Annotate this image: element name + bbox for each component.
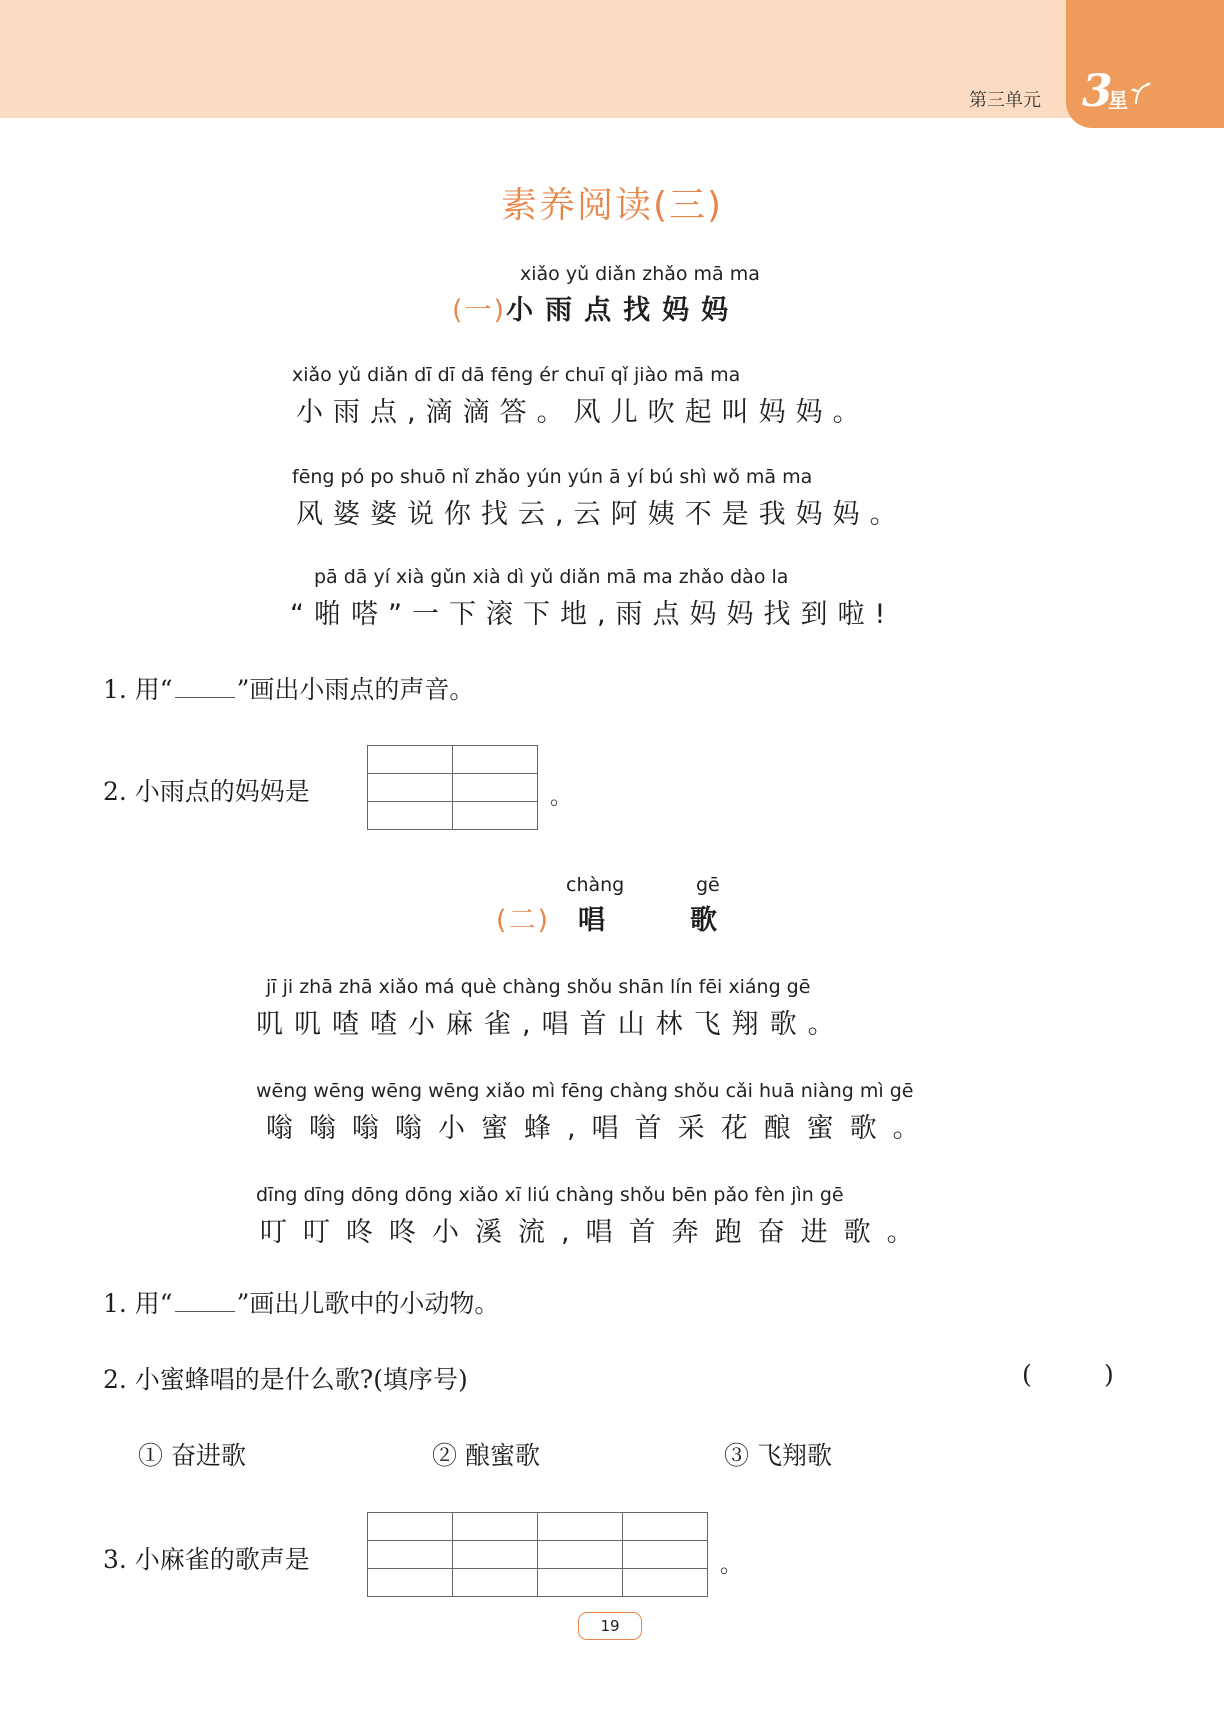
answer-paren-open: (	[1022, 1360, 1032, 1389]
answer-cell[interactable]	[368, 1513, 453, 1541]
section1-answer-grid[interactable]	[367, 745, 538, 830]
section1-line2-pinyin: fēng pó po shuō nǐ zhǎo yún yún ā yí bú shì wǒ mā ma	[292, 466, 813, 488]
star-level-label: 星	[1108, 88, 1128, 112]
section1-question-1	[103, 670, 474, 706]
answer-cell[interactable]	[368, 1541, 453, 1569]
sprout-icon	[1130, 80, 1152, 106]
section1-title: 小雨点找妈妈	[506, 295, 741, 326]
section2-line2-pinyin: wēng wēng wēng wēng xiǎo mì fēng chàng shǒu cǎi huā niàng mì gē	[256, 1080, 914, 1102]
question-text: 1. 用“	[103, 675, 173, 704]
section2-question-3: 3. 小麻雀的歌声是	[103, 1545, 310, 1574]
question-text: ”画出小雨点的声音。	[236, 675, 475, 704]
answer-cell[interactable]	[453, 1569, 538, 1597]
section1-heading	[452, 288, 740, 327]
option-2[interactable]: ② 酿蜜歌	[432, 1441, 540, 1470]
section1-line1-text: 小雨点,滴滴答。风儿吹起叫妈妈。	[296, 397, 870, 428]
section2-title-1: 唱	[578, 905, 617, 936]
underline-blank	[175, 1287, 235, 1312]
option-3[interactable]: ③ 飞翔歌	[724, 1441, 832, 1470]
section2-title-pinyin-2: gē	[696, 874, 720, 896]
star-level-number: 3	[1082, 66, 1113, 117]
section2-number-wrap	[496, 898, 550, 937]
section2-number: (二)	[496, 905, 551, 936]
page-number: 19	[578, 1612, 642, 1640]
answer-cell[interactable]	[453, 774, 538, 802]
section1-title-pinyin: xiǎo yǔ diǎn zhǎo mā ma	[520, 263, 760, 285]
section1-line2-text: 风婆婆说你找云,云阿姨不是我妈妈。	[296, 499, 907, 530]
section2-line1-text: 叽叽喳喳小麻雀,唱首山林飞翔歌。	[256, 1009, 846, 1040]
answer-cell[interactable]	[453, 1513, 538, 1541]
section2-line2-text: 嗡嗡嗡嗡小蜜蜂,唱首采花酿蜜歌。	[266, 1113, 936, 1144]
answer-cell[interactable]	[453, 802, 538, 830]
answer-cell[interactable]	[538, 1541, 623, 1569]
question-text: ”画出儿歌中的小动物。	[236, 1289, 500, 1318]
answer-cell[interactable]	[623, 1541, 708, 1569]
answer-cell[interactable]	[368, 1569, 453, 1597]
section1-question-2-period: 。	[550, 785, 573, 810]
option-1[interactable]: ① 奋进歌	[138, 1441, 246, 1470]
answer-cell[interactable]	[368, 746, 453, 774]
section2-line3-pinyin: dīng dīng dōng dōng xiǎo xī liú chàng shǒu bēn pǎo fèn jìn gē	[256, 1184, 844, 1206]
underline-blank	[175, 673, 235, 698]
answer-cell[interactable]	[453, 1541, 538, 1569]
answer-cell[interactable]	[538, 1513, 623, 1541]
answer-cell[interactable]	[368, 802, 453, 830]
section2-title-pinyin-1: chàng	[566, 874, 625, 896]
section2-question-3-period: 。	[720, 1553, 743, 1578]
question-text: 1. 用“	[103, 1289, 173, 1318]
section2-line3-text: 叮叮咚咚小溪流,唱首奔跑奋进歌。	[260, 1217, 930, 1248]
page-title: 素养阅读(三)	[500, 185, 724, 226]
answer-cell[interactable]	[538, 1569, 623, 1597]
section2-answer-grid[interactable]	[367, 1512, 708, 1597]
section1-question-2: 2. 小雨点的妈妈是	[103, 777, 310, 806]
section2-question-1	[103, 1284, 499, 1320]
section2-line1-pinyin: jī ji zhā zhā xiǎo má què chàng shǒu shān lín fēi xiáng gē	[266, 976, 811, 998]
section2-question-2: 2. 小蜜蜂唱的是什么歌?(填序号)	[103, 1365, 468, 1394]
section1-line3-pinyin: pā dā yí xià gǔn xià dì yǔ diǎn mā ma zhǎo dào la	[314, 566, 789, 588]
section1-line1-pinyin: xiǎo yǔ diǎn dī dī dā fēng ér chuī qǐ jiào mā ma	[292, 364, 741, 386]
answer-cell[interactable]	[623, 1569, 708, 1597]
section2-title-2: 歌	[690, 905, 729, 936]
answer-cell[interactable]	[368, 774, 453, 802]
answer-paren-close: )	[1104, 1360, 1114, 1389]
answer-cell[interactable]	[623, 1513, 708, 1541]
answer-cell[interactable]	[453, 746, 538, 774]
section1-line3-text: “啪嗒”一下滚下地,雨点妈妈找到啦!	[290, 599, 896, 630]
unit-label: 第三单元	[969, 90, 1041, 111]
section1-number: (一)	[452, 295, 507, 326]
